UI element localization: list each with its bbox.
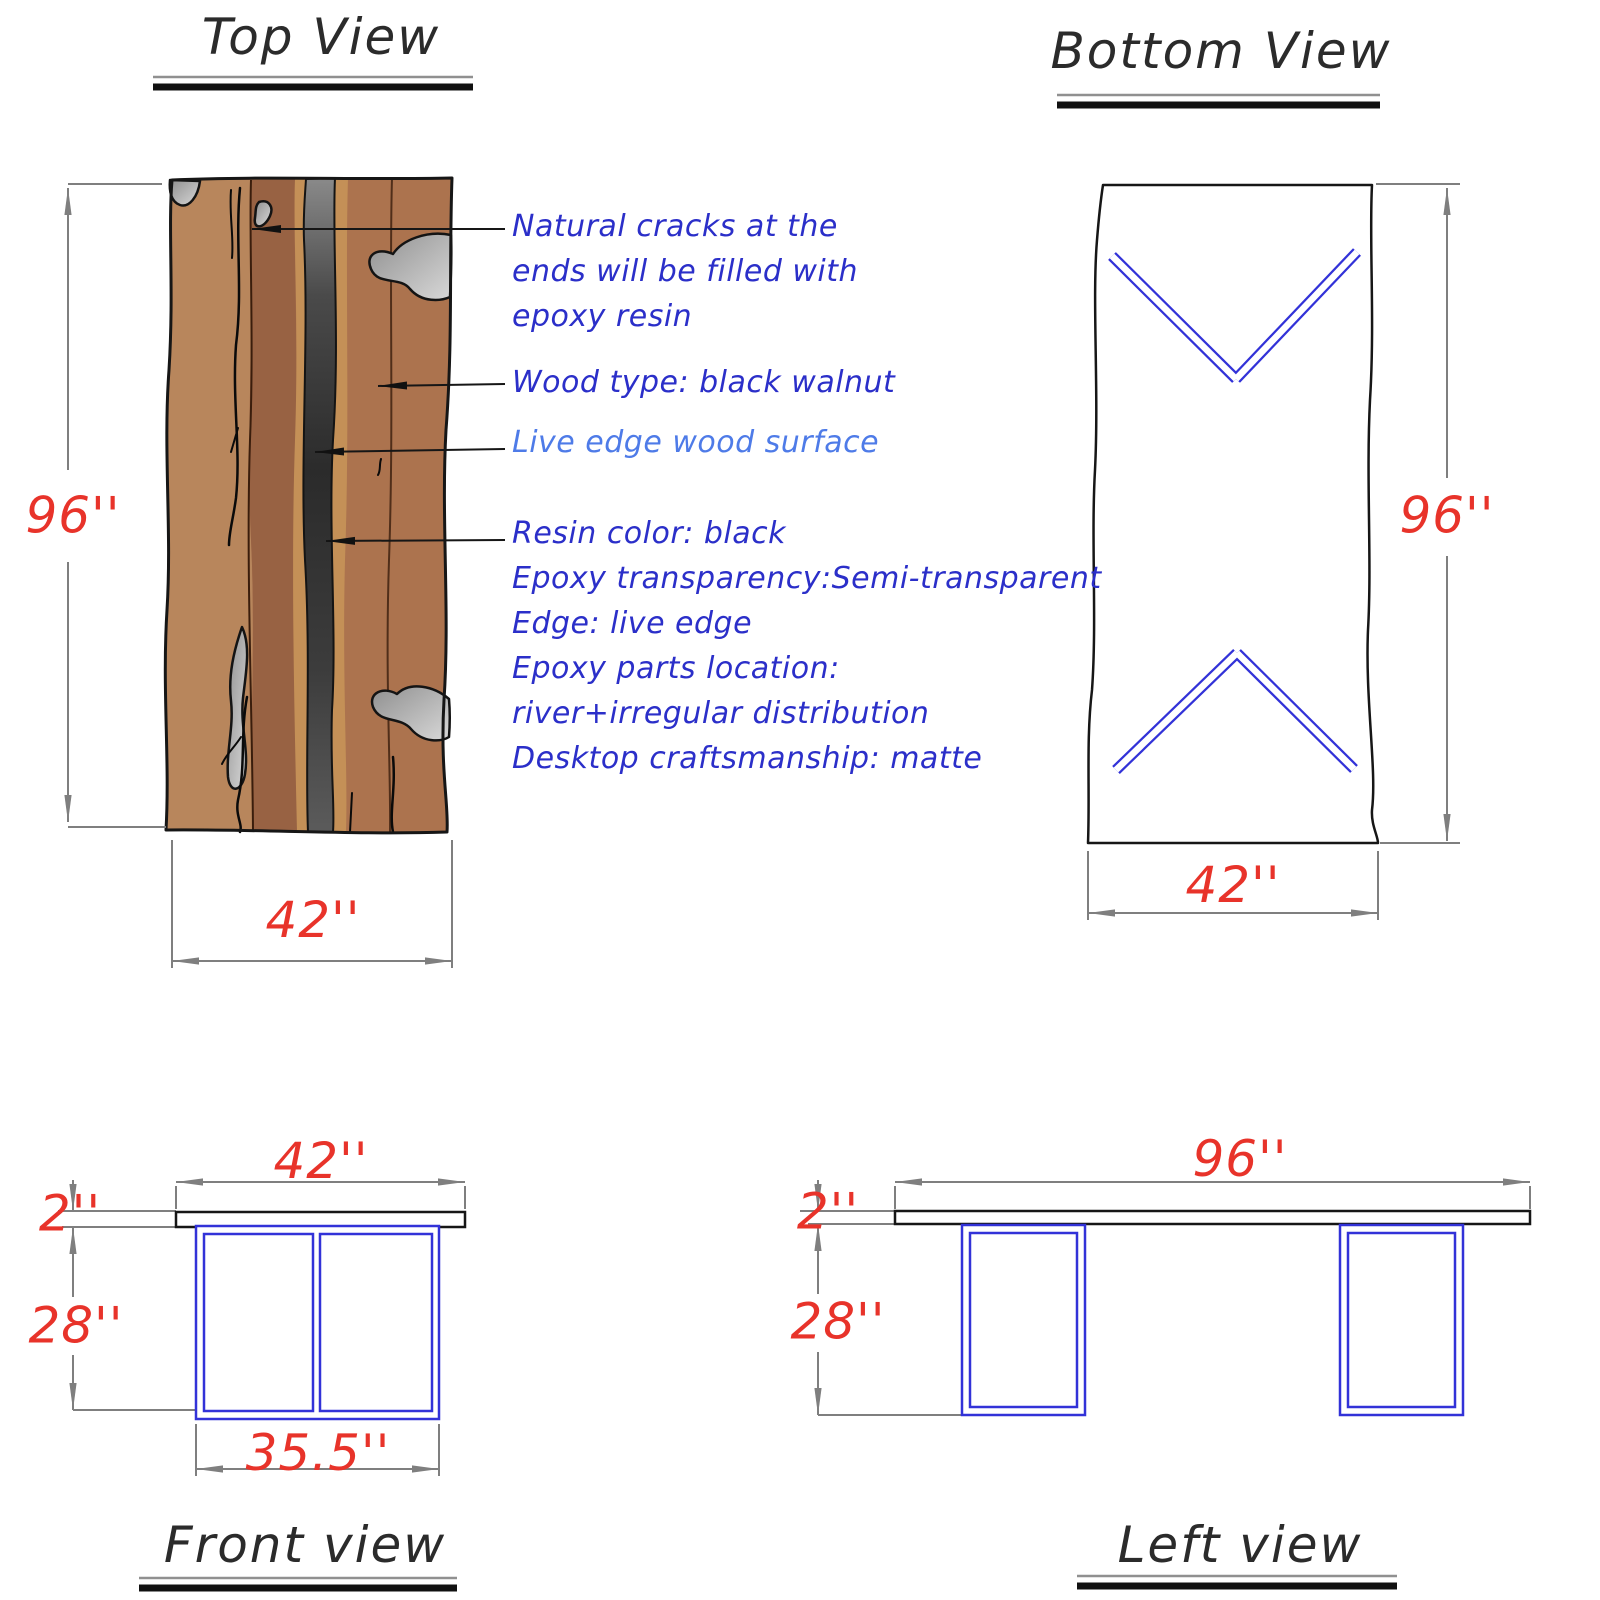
resin-river xyxy=(303,178,336,832)
annotation-natural-cracks-line1: Natural cracks at the xyxy=(512,209,838,244)
annotation-epoxy-location: Epoxy parts location: xyxy=(512,651,840,686)
bottom-view-width-dim: 42'' xyxy=(1185,856,1281,914)
bottom-view-drawing xyxy=(1088,184,1460,920)
front-view-leg-height-dim: 28'' xyxy=(28,1296,124,1355)
annotation-resin-color: Resin color: black xyxy=(512,516,786,551)
left-view-leg-height-dim: 28'' xyxy=(790,1292,886,1351)
front-view-leg-panel xyxy=(196,1226,439,1419)
bottom-view-height-dim: 96'' xyxy=(1399,486,1495,545)
top-view-title: Top View xyxy=(201,8,441,66)
left-view-title: Left view xyxy=(1117,1516,1363,1574)
left-view-length-dim: 96'' xyxy=(1192,1130,1288,1188)
left-view-legs xyxy=(962,1225,1463,1415)
left-view-thickness-dim: 2'' xyxy=(796,1182,860,1241)
top-view-wood-slab xyxy=(165,178,452,833)
annotation-live-edge: Live edge wood surface xyxy=(512,425,880,460)
top-view-height-dim: 96'' xyxy=(25,486,121,545)
top-view-width-dim: 42'' xyxy=(265,891,361,949)
leader-resin-color xyxy=(326,540,505,541)
front-view-width-dim: 42'' xyxy=(273,1132,369,1190)
annotation-natural-cracks-line2: ends will be filled with xyxy=(512,254,859,289)
annotation-epoxy-transparency: Epoxy transparency:Semi-transparent xyxy=(512,561,1102,596)
front-view-thickness-dim: 2'' xyxy=(38,1184,102,1243)
left-view-tabletop xyxy=(895,1211,1530,1224)
annotation-epoxy-distribution: river+irregular distribution xyxy=(512,696,930,731)
annotation-natural-cracks-line3: epoxy resin xyxy=(512,299,693,334)
left-view-drawing xyxy=(800,1180,1530,1415)
bottom-view-title: Bottom View xyxy=(1050,22,1392,80)
front-view-title: Front view xyxy=(163,1516,447,1574)
wood-middle-plank xyxy=(249,179,297,832)
annotation-edge: Edge: live edge xyxy=(512,606,753,641)
annotation-wood-type: Wood type: black walnut xyxy=(512,365,896,400)
annotation-craftsmanship: Desktop craftsmanship: matte xyxy=(512,741,983,776)
front-view-leg-width-dim: 35.5'' xyxy=(245,1424,391,1482)
